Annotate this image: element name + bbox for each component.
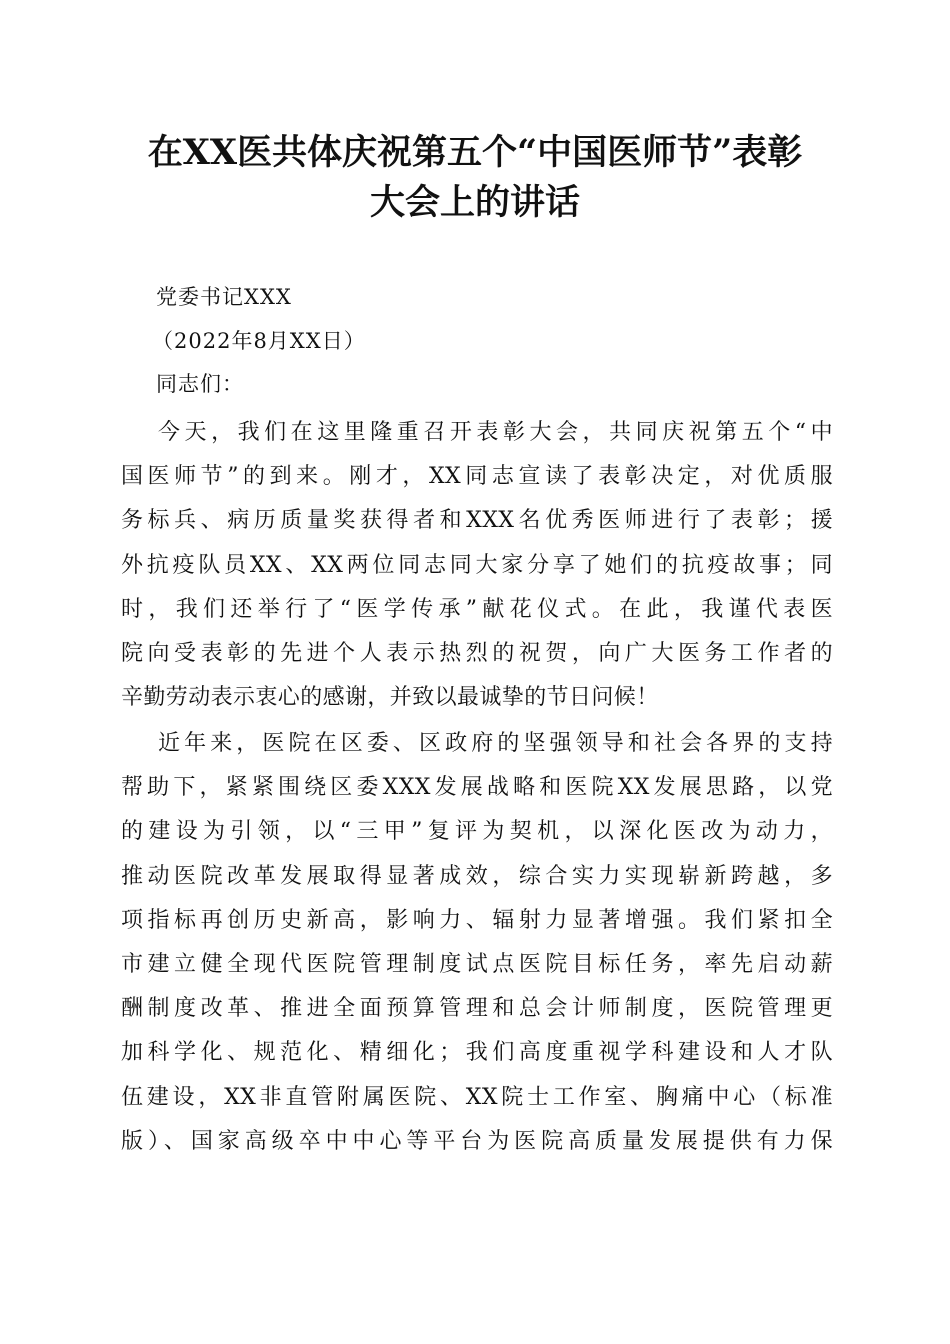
document-title <box>110 128 840 228</box>
paragraph-line: 今天，我们在这里隆重召开表彰大会，共同庆祝第五个“中 <box>158 420 833 445</box>
paragraph-line: 国医师节”的到来。刚才，XX同志宣读了表彰决定，对优质服 <box>121 464 833 490</box>
paragraph-line: 务标兵、病历质量奖获得者和XXX名优秀医师进行了表彰；援 <box>121 508 833 534</box>
paragraph-line: 伍建设，XX非直管附属医院、XX院士工作室、胸痛中心（标准 <box>121 1084 833 1110</box>
greeting-line: 同志们： <box>156 372 244 396</box>
paragraph-line: 酬制度改革、推进全面预算管理和总会计师制度，医院管理更 <box>121 996 833 1022</box>
paragraph-line: 近年来，医院在区委、区政府的坚强领导和社会各界的支持 <box>158 731 833 756</box>
paragraph-line: 的建设为引领，以“三甲”复评为契机，以深化医改为动力， <box>121 819 833 845</box>
paragraph-line: 时，我们还举行了“医学传承”献花仪式。在此，我谨代表医 <box>121 596 833 622</box>
paragraph-1 <box>121 411 833 720</box>
paragraph-line: 外抗疫队员XX、XX两位同志同大家分享了她们的抗疫故事；同 <box>121 552 833 578</box>
paragraph-line: 版）、国家高级卒中中心等平台为医院高质量发展提供有力保 <box>121 1128 833 1154</box>
paragraph-line: 项指标再创历史新高，影响力、辐射力显著增强。我们紧扣全 <box>121 907 833 933</box>
paragraph-line: 帮助下，紧紧围绕区委XXX发展战略和医院XX发展思路，以党 <box>121 775 833 801</box>
author-line: 党委书记XXX <box>156 285 292 309</box>
date-line: （2022年8月XX日） <box>152 329 366 353</box>
title-line-1: 在XX医共体庆祝第五个“中国医师节”表彰 <box>147 132 803 173</box>
paragraph-line: 推动医院改革发展取得显著成效，综合实力实现崭新跨越，多 <box>121 863 833 889</box>
paragraph-line: 加科学化、规范化、精细化；我们高度重视学科建设和人才队 <box>121 1040 833 1066</box>
title-line-2: 大会上的讲话 <box>369 182 580 223</box>
paragraph-line: 辛勤劳动表示衷心的感谢，并致以最诚挚的节日问候！ <box>121 685 659 711</box>
paragraph-line: 院向受表彰的先进个人表示热烈的祝贺，向广大医务工作者的 <box>121 640 833 666</box>
paragraph-2 <box>121 722 833 1164</box>
paragraph-line: 市建立健全现代医院管理制度试点医院目标任务，率先启动薪 <box>121 951 833 977</box>
